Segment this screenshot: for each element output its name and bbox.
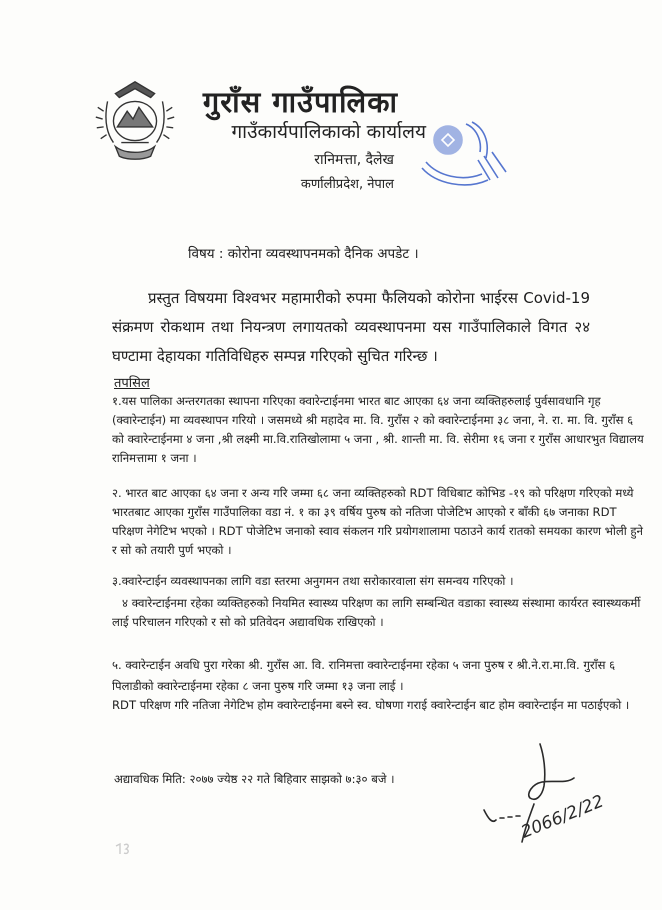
item-6: RDT परिक्षण गरि नतिजा नेगेटिभ होम क्वारेन्टाईनमा बस्ने स्व. घोषणा गराई क्वारेन्टाईन बाट होम क्वारेन्टाईन मा पठाईएको ।: [112, 698, 630, 712]
annex-heading: तपसिल: [114, 376, 150, 391]
office-stamp-icon: [418, 118, 514, 192]
intro-paragraph: प्रस्तुत विषयमा विश्वभर महामारीको रुपमा फैलियको कोरोना भाईरस Covid-19 संक्रमण रोकथाम तथा नियन्त्रण लगायतको व्यवस्थापनमा यस गाउँपालिकाले विगत २४ घण्टामा देहायका गतिविधिहरु सम्पन्न गरिएको सुचित गरिन्छ ।: [112, 289, 590, 365]
municipality-title: गुराँस गाउँपालिका: [202, 85, 398, 119]
item-4: ४ क्वारेन्टाईनमा रहेका व्यक्तिहरुको नियमित स्वास्थ्य परिक्षण का लागि सम्बन्धित वडाका स्वास्थ्य संस्थामा कार्यरत स्वास्थ्यकर्मी लाई परिचालन गरिएको र सो को प्रतिवेदन अद्यावधिक राखिएको ।: [112, 596, 641, 629]
item-2: २. भारत बाट आएका ६४ जना र अन्य गरि जम्मा ६८ जना व्यक्तिहरुको RDT विधिबाट कोभिड -१९ को परिक्षण गरिएको मध्ये भारतबाट आएका गुराँस गाउँपालिका वडा नं. १ का ३९ वर्षिय पुरुष को नतिजा पोजेटिभ आएको र बाँकी ६७ जनाका RDT परिक्षण नेगेटिभ भएको । RDT पोजेटिभ जनाको स्वाव संकलन गरि प्रयोगशालामा पठाउने कार्य रातको समयका कारण भोली हुने र सो को तयारी पुर्ण भएको ।: [112, 486, 643, 557]
office-province: कर्णालीप्रदेश, नेपाल: [300, 177, 394, 192]
item-5: ५. क्वारेन्टाईन अवधि पुरा गरेका श्री. गुराँस आ. वि. रानिमत्ता क्वारेन्टाईनमा रहेका ५ जना पुरुष र श्री.ने.रा.मा.वि. गुराँस ६ पिलाडीको क्वारेन्टाईनमा रहेका ८ जना पुरुष गरि जम्मा १३ जना लाई ।: [112, 658, 616, 693]
subject-line: विषय : कोरोना व्यवस्थापनमको दैनिक अपडेट ।: [188, 246, 419, 262]
svg-text:2066/2/22: 2066/2/22: [518, 791, 607, 843]
item-3: ३.क्वारेन्टाईन व्यवस्थापनका लागि वडा स्तरमा अनुगमन तथा सरोकारवाला संग समन्वय गरिएको ।: [112, 574, 514, 588]
updated-date: अद्यावधिक मिति: २०७७ ज्येष्ठ २२ गते बिहिवार साझको ७:३० बजे ।: [114, 772, 395, 786]
office-name: गाउँकार्यपालिकाको कार्यालय: [231, 121, 426, 143]
nepal-emblem-icon: [86, 72, 184, 170]
faint-mark-icon: [114, 842, 134, 856]
handwritten-signature: [470, 738, 630, 856]
office-location: रानिमत्ता, दैलेख: [314, 152, 394, 168]
item-1: १.यस पालिका अन्तरगतका स्थापना गरिएका क्वारेन्टाईनमा भारत बाट आएका ६४ जना व्यक्तिहरुलाई पुर्वसावधानि गृह (क्वारेन्टाईन) मा व्यवस्थापन गरियो । जसमध्ये श्री महादेव मा. वि. गुराँस २ को क्वारेन्टाईनमा ३८ जना, ने. रा. मा. वि. गुराँस ६ को क्वारेन्टाईनमा ४ जना ,श्री लक्ष्मी मा.वि.रातिखोलामा ५ जना , श्री. शान्ती मा. वि. सेरीमा १६ जना र गुराँस आधारभुत विद्यालय रानिमत्तामा १ जना ।: [112, 394, 644, 465]
